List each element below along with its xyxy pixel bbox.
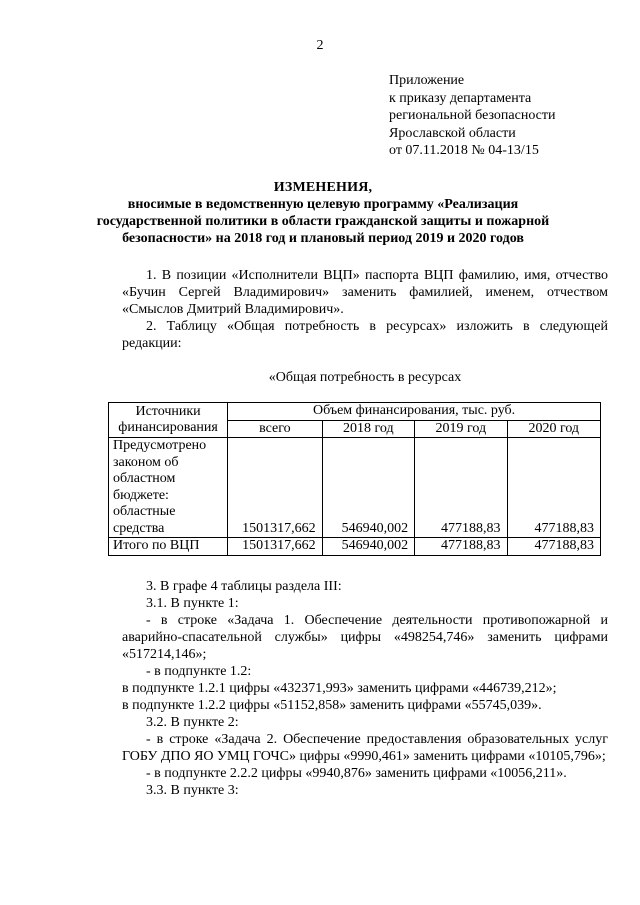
- header-source: Источники финансирования: [109, 403, 228, 438]
- cell-value: 1501317,662: [228, 538, 322, 556]
- item-3-3: 3.3. В пункте 3:: [146, 783, 239, 798]
- row-source: Предусмотрено законом об областном бюджете: областные средства: [109, 438, 228, 538]
- item-3-1: 3.1. В пункте 1:: [146, 596, 239, 611]
- item-3-2-a: - в строке «Задача 2. Обеспечение предоставления образовательных услуг ГОБУ ДПО ЯО УМЦ ГОЧС» цифры «9990,461» заменить цифрами «10105,796»;: [122, 732, 608, 764]
- appendix-line: Ярославской области: [389, 125, 516, 141]
- appendix-block: [389, 72, 556, 160]
- item-3-1-d: в подпункте 1.2.2 цифры «51152,858» заменить цифрами «55745,039».: [122, 698, 542, 713]
- cell-value: 546940,002: [322, 438, 414, 538]
- cell-value: 477188,83: [415, 538, 507, 556]
- table-header-row: [109, 403, 601, 421]
- header-2019: 2019 год: [415, 420, 507, 438]
- document-title: [96, 179, 550, 247]
- resources-table: [108, 402, 601, 556]
- page-number: 2: [316, 38, 324, 53]
- cell-value: 477188,83: [415, 438, 507, 538]
- cell-value: 477188,83: [507, 438, 601, 538]
- appendix-line: Приложение: [389, 73, 465, 88]
- table-caption: «Общая потребность в ресурсах: [268, 370, 462, 385]
- item-3-2-b: - в подпункте 2.2.2 цифры «9940,876» заменить цифрами «10056,211».: [146, 766, 567, 781]
- title-line: государственной политики в области гражданской защиты и пожарной: [96, 214, 550, 229]
- row-source: Итого по ВЦП: [109, 538, 228, 556]
- title-line: вносимые в ведомственную целевую программу «Реализация: [127, 197, 519, 212]
- title-line: безопасности» на 2018 год и плановый период 2019 и 2020 годов: [122, 231, 524, 246]
- header-2018: 2018 год: [322, 420, 414, 438]
- appendix-line: от 07.11.2018 № 04-13/15: [389, 143, 539, 158]
- header-group: Объем финансирования, тыс. руб.: [228, 403, 601, 421]
- header-total: всего: [228, 420, 322, 438]
- amendment-items: [122, 578, 608, 799]
- intro-paragraphs: [122, 267, 608, 352]
- cell-value: 1501317,662: [228, 438, 322, 538]
- cell-value: 546940,002: [322, 538, 414, 556]
- appendix-line: к приказу департамента: [389, 90, 532, 106]
- cell-value: 477188,83: [507, 538, 601, 556]
- item-3-2: 3.2. В пункте 2:: [146, 715, 239, 730]
- title-heading: ИЗМЕНЕНИЯ,: [273, 180, 373, 195]
- item-3: 3. В графе 4 таблицы раздела III:: [146, 579, 342, 594]
- header-2020: 2020 год: [507, 420, 601, 438]
- table-row: [109, 538, 601, 556]
- item-3-1-b: - в подпункте 1.2:: [146, 664, 252, 679]
- paragraph-1: 1. В позиции «Исполнители ВЦП» паспорта ВЦП фамилию, имя, отчество «Бучин Сергей Владимирович» заменить фамилией, именем, отчеством «Смыслов Дмитрий Владимирович».: [122, 268, 608, 317]
- paragraph-2: 2. Таблицу «Общая потребность в ресурсах» изложить в следующей редакции:: [122, 319, 608, 351]
- item-3-1-a: - в строке «Задача 1. Обеспечение деятельности противопожарной и аварийно-спасательной службы» цифры «498254,746» заменить цифрами «517214,146»;: [122, 613, 608, 662]
- table-row: [109, 438, 601, 538]
- item-3-1-c: в подпункте 1.2.1 цифры «432371,993» заменить цифрами «446739,212»;: [122, 681, 557, 696]
- appendix-line: региональной безопасности: [389, 108, 556, 123]
